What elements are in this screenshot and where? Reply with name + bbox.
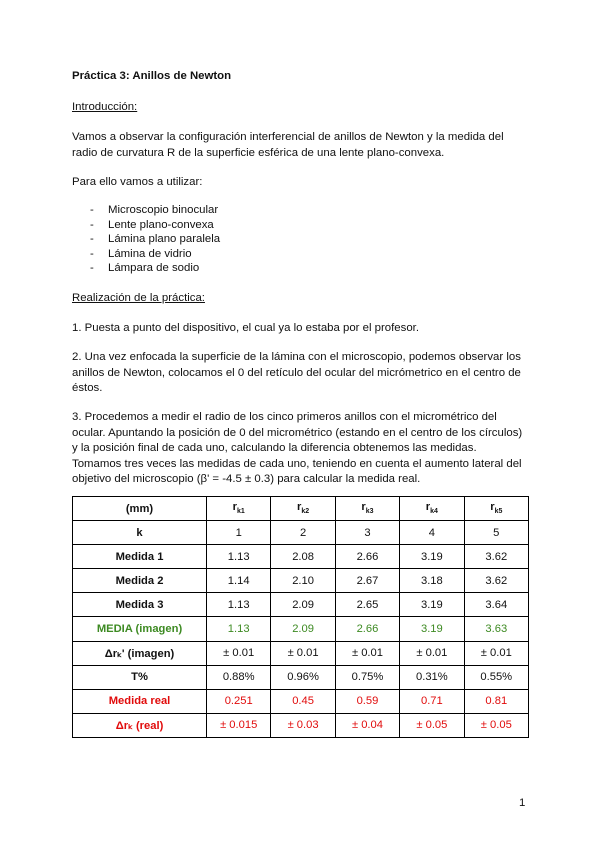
- document-title: Práctica 3: Anillos de Newton: [72, 70, 232, 82]
- table-cell: 1.13: [207, 545, 271, 569]
- intro-heading: Introducción:: [72, 101, 138, 113]
- materials-list: [72, 203, 528, 276]
- header-sub: k1: [236, 508, 245, 516]
- table-cell: 3.19: [400, 545, 464, 569]
- measurements-table: [72, 496, 529, 738]
- row-label: Δrₖ (real): [73, 713, 207, 737]
- header-rk3: [335, 497, 399, 521]
- dash-bullet: -: [90, 262, 94, 275]
- table-cell: ± 0.01: [464, 641, 528, 665]
- table-cell: 3.64: [464, 593, 528, 617]
- list-item: [72, 261, 528, 276]
- list-item-text: Lámina plano paralela: [108, 233, 221, 246]
- header-main: r: [232, 501, 237, 514]
- table-row-media: [73, 617, 529, 641]
- table-cell: 0.96%: [271, 665, 335, 689]
- header-main: r: [490, 501, 495, 514]
- table-cell: ± 0.01: [400, 641, 464, 665]
- table-cell: 0.71: [400, 689, 464, 713]
- row-label: Medida 1: [73, 545, 207, 569]
- header-rk5: [464, 497, 528, 521]
- table-cell: 0.45: [271, 689, 335, 713]
- table-row-medida-real: [73, 689, 529, 713]
- table-cell: 3.18: [400, 569, 464, 593]
- table-cell: 1.13: [207, 593, 271, 617]
- list-item-text: Lámina de vidrio: [108, 247, 192, 260]
- table-cell: 3.19: [400, 593, 464, 617]
- header-sub: k3: [365, 508, 374, 516]
- table-cell: 1.14: [207, 569, 271, 593]
- table-cell: 2.08: [271, 545, 335, 569]
- table-cell: 2.66: [335, 545, 399, 569]
- step-2: 2. Una vez enfocada la superficie de la lámina con el microscopio, podemos observar los anillos de Newton, colocamos el 0 del retículo del ocular del micrómetrico en el centro de éstos.: [72, 351, 521, 394]
- intro-paragraph: Vamos a observar la configuración interferencial de anillos de Newton y la medida del radio de curvatura R de la superficie esférica de una lente plano-convexa.: [72, 131, 504, 159]
- table-cell: ± 0.03: [271, 713, 335, 737]
- table-cell: ± 0.05: [400, 713, 464, 737]
- table-cell: 1.13: [207, 617, 271, 641]
- table-cell: 3: [335, 521, 399, 545]
- dash-bullet: -: [90, 218, 94, 231]
- table-cell: 0.251: [207, 689, 271, 713]
- header-main: r: [425, 501, 431, 514]
- table-row: [73, 641, 529, 665]
- dash-bullet: -: [90, 233, 94, 246]
- table-cell: ± 0.01: [271, 641, 335, 665]
- table-cell: 2: [271, 521, 335, 545]
- header-unit: (mm): [73, 497, 207, 521]
- table-cell: ± 0.05: [464, 713, 528, 737]
- table-cell: 0.81: [464, 689, 528, 713]
- table-row: [73, 665, 529, 689]
- row-label: Medida 3: [73, 593, 207, 617]
- materials-list-wrapper: [72, 203, 528, 276]
- header-rk2: [271, 497, 335, 521]
- list-item: [72, 218, 528, 233]
- table-row: [73, 545, 529, 569]
- list-item: [72, 232, 528, 247]
- table-cell: 2.67: [335, 569, 399, 593]
- dash-bullet: -: [90, 204, 94, 216]
- header-main: r: [361, 501, 366, 514]
- table-cell: 0.88%: [207, 665, 271, 689]
- table-header-row: [73, 497, 529, 521]
- row-label: MEDIA (imagen): [73, 617, 207, 641]
- table-cell: ± 0.01: [335, 641, 399, 665]
- table-cell: 2.09: [271, 617, 335, 641]
- table-row: [73, 521, 529, 545]
- page-number: 1: [519, 797, 526, 809]
- row-label: Δrₖ' (imagen): [73, 641, 207, 665]
- table-cell: 2.66: [335, 617, 399, 641]
- table-cell: 2.10: [271, 569, 335, 593]
- header-rk4: [400, 497, 464, 521]
- materials-intro: Para ello vamos a utilizar:: [72, 176, 203, 188]
- table-cell: 5: [464, 521, 528, 545]
- table-cell: ± 0.01: [207, 641, 271, 665]
- header-rk1: [207, 497, 271, 521]
- row-label: T%: [73, 665, 207, 689]
- table-body: [73, 521, 529, 738]
- table-cell: 2.09: [271, 593, 335, 617]
- table-cell: 3.62: [464, 569, 528, 593]
- list-item-text: Microscopio binocular: [108, 204, 219, 216]
- header-main: r: [297, 501, 302, 514]
- row-label: Medida 2: [73, 569, 207, 593]
- table-cell: 2.65: [335, 593, 399, 617]
- header-sub: k5: [494, 508, 503, 516]
- procedure-heading: Realización de la práctica:: [72, 292, 205, 304]
- table-cell: 0.59: [335, 689, 399, 713]
- header-sub: k2: [301, 508, 310, 516]
- step-1: 1. Puesta a punto del dispositivo, el cual ya lo estaba por el profesor.: [72, 322, 419, 334]
- header-sub: k4: [430, 508, 438, 516]
- table-row: [73, 593, 529, 617]
- table-cell: 0.75%: [335, 665, 399, 689]
- list-item: [72, 203, 528, 218]
- table-cell: 4: [400, 521, 464, 545]
- table-cell: 1: [207, 521, 271, 545]
- table-cell: 3.63: [464, 617, 528, 641]
- table-row: [73, 569, 529, 593]
- dash-bullet: -: [90, 247, 94, 260]
- list-item: [72, 247, 528, 262]
- table-row-error-real: [73, 713, 529, 737]
- table-cell: 3.62: [464, 545, 528, 569]
- table-cell: 0.55%: [464, 665, 528, 689]
- table-cell: ± 0.04: [335, 713, 399, 737]
- row-label: k: [73, 521, 207, 545]
- step-3: 3. Procedemos a medir el radio de los cinco primeros anillos con el micrométrico del ocular. Apuntando la posición de 0 del micrométrico (estando en el centro de los círculos) y la posición final de cada uno, calculando la diferencia obtenemos las medidas. Tomamos tres veces las medidas de cada uno, teniendo en cuenta el aumento lateral del objetivo del microscopio (β' = -4.5 ± 0.3) para calcular la medida real.: [72, 411, 523, 485]
- table-cell: 3.19: [400, 617, 464, 641]
- row-label: Medida real: [73, 689, 207, 713]
- table-cell: 0.31%: [400, 665, 464, 689]
- table-cell: ± 0.015: [207, 713, 271, 737]
- list-item-text: Lámpara de sodio: [108, 262, 200, 275]
- list-item-text: Lente plano-convexa: [108, 218, 214, 231]
